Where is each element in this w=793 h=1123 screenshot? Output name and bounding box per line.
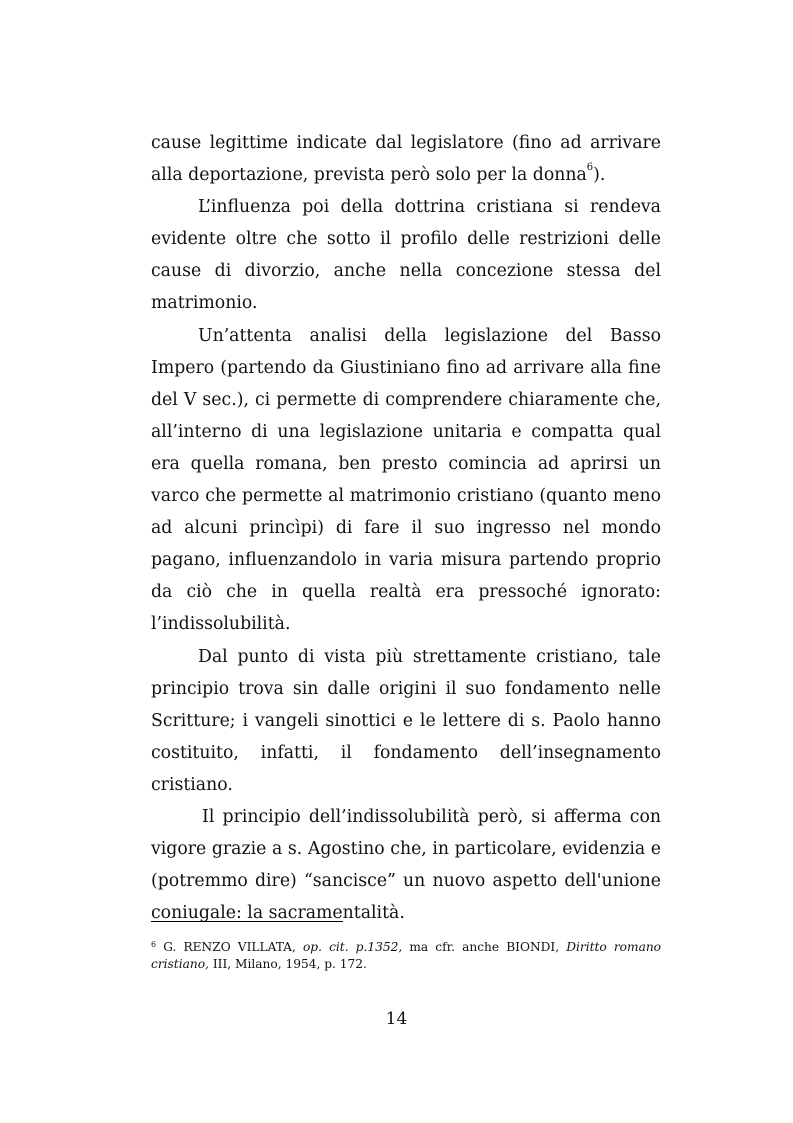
paragraph-1 (151, 127, 661, 191)
footnote (151, 939, 661, 973)
footnote-title: Diritto romano cristiano, (151, 940, 662, 971)
paragraph-1-end: ). (593, 165, 606, 186)
paragraph-2: L’influenza poi della dottrina cristiana si rendeva evidente oltre che sotto il profilo delle restrizioni delle cause di divorzio, anche nella concezione stessa del matrimonio. (151, 197, 661, 314)
footnote-rest: III, Milano, 1954, p. 172. (212, 957, 367, 971)
paragraph-1-text: cause legittime indicate dal legislatore (fino ad arrivare alla deportazione, prevista però solo per la donna (151, 133, 661, 186)
footnote-author: G. RENZO VILLATA, (163, 940, 296, 954)
page-number: 14 (385, 1009, 408, 1029)
footnote-reference[interactable]: 6 (586, 162, 594, 174)
footnote-cite: op. cit. p.1352, (302, 940, 403, 954)
paragraph-3: Un’attenta analisi della legislazione del Basso Impero (partendo da Giustiniano fino ad arrivare alla fine del V sec.), ci permette di comprendere chiaramente che, all’interno di una legislazione unitaria e compatta qual era quella romana, ben presto comincia ad aprirsi un varco che permette al matrimonio cristiano (quanto meno ad alcuni princìpi) di fare il suo ingresso nel mondo pagano, influenzandolo in varia misura partendo proprio da ciò che in quella realtà era pressoché ignorato: l’indissolubilità. (151, 325, 661, 635)
footnote-middle: ma cfr. anche BIONDI, (409, 940, 560, 954)
footnote-number: 6 (151, 940, 157, 949)
footnote-separator (151, 921, 343, 922)
paragraph-5: Il principio dell’indissolubilità però, si afferma con vigore grazie a s. Agostino che, in particolare, evidenzia e (potremmo dire) “sancisce” un nuovo aspetto dell'unione coniugale: la sacramentalità. (151, 806, 661, 924)
paragraph-4: Dal punto di vista più strettamente cristiano, tale principio trova sin dalle origini il suo fondamento nelle Scritture; i vangeli sinottici e le lettere di s. Paolo hanno costituito, infatti, il fondamento dell’insegnamento cristiano. (151, 646, 661, 795)
main-text (151, 127, 661, 929)
